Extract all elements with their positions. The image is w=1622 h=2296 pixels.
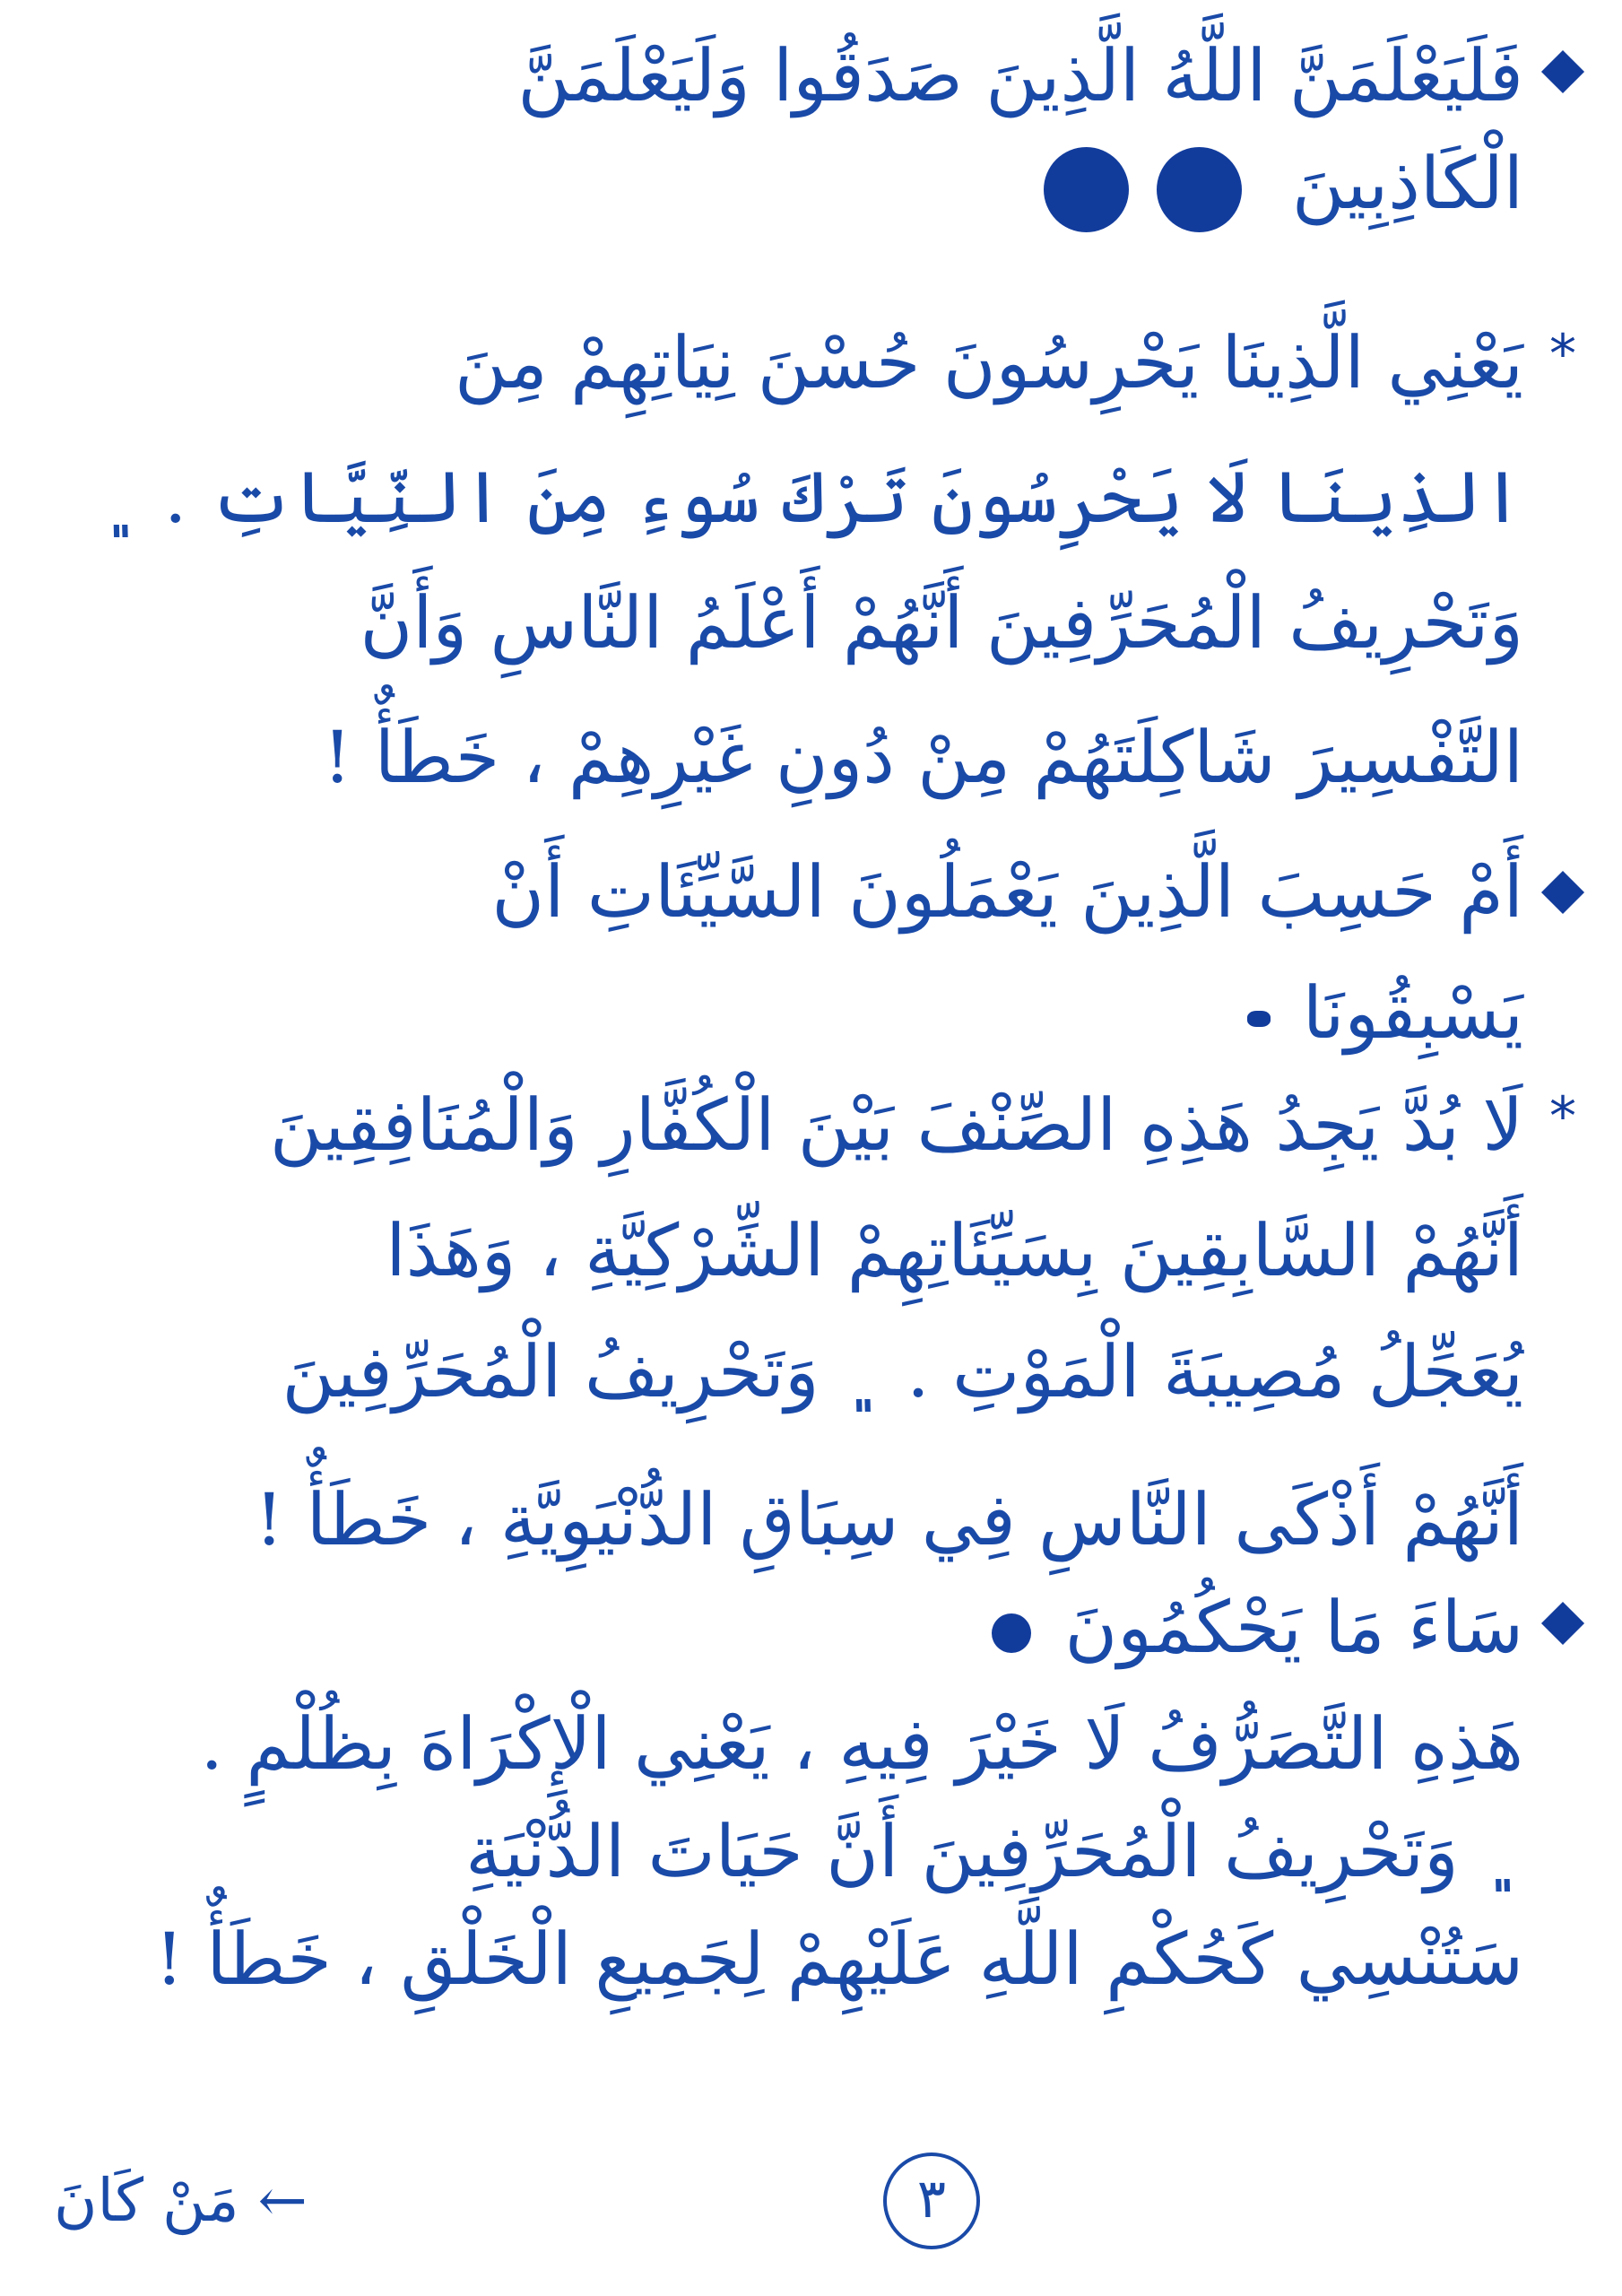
verse-end-dot-icon <box>1157 147 1242 232</box>
text-line: ﮼ وَتَحْرِيفُ الْمُحَرِّفِينَ أَنَّ حَيَاتَ الدُّنْيَةِ <box>465 1810 1523 1893</box>
text-line: يَعْنِي الَّذِينَا يَحْرِسُونَ حُسْنَ نِيَاتِهِمْ مِنَ <box>455 321 1523 404</box>
text-line: لَا بُدَّ يَجِدُ هَذِهِ الصِّنْفَ بَيْنَ الْكُفَّارِ وَالْمُنَافِقِينَ <box>269 1083 1523 1167</box>
text-line: أَمْ حَسِبَ الَّذِينَ يَعْمَلُونَ السَّيِّئَاتِ أَنْ <box>491 850 1523 934</box>
text-line: الْكَاذِبِينَ <box>54 135 1523 233</box>
text-line: التَّفْسِيرَ شَاكِلَتَهُمْ مِنْ دُونِ غَيْرِهِمْ ، خَطَأٌ ! <box>323 716 1523 799</box>
text-line: هَذِهِ التَّصَرُّفُ لَا خَيْرَ فِيهِ ، يَعْنِي الْإِكْرَاهَ بِظُلْمٍ . <box>200 1702 1523 1786</box>
text-line: أَنَّهُمْ السَّابِقِينَ بِسَيِّئَاتِهِمْ الشِّرْكِيَّةِ ، وَهَذَا <box>386 1209 1523 1292</box>
text-line: سَاءَ مَا يَحْكُمُونَ <box>54 1578 1523 1677</box>
text-line: وَتَحْرِيفُ الْمُحَرِّفِينَ أَنَّهُمْ أَعْلَمُ النَّاسِ وَأَنَّ <box>360 581 1523 665</box>
asterisk-bullet-icon: * <box>1549 1085 1576 1148</box>
text-line: فَلَيَعْلَمَنَّ اللَّهُ الَّذِينَ صَدَقُوا وَلَيَعْلَمَنَّ <box>517 34 1523 117</box>
verse-end-dot-icon <box>1044 147 1129 232</box>
asterisk-bullet-icon: * <box>1549 323 1576 386</box>
text-line: يُعَجِّلُ مُصِيبَةَ الْمَوْتِ . ﮼ وَتَحْرِيفُ الْمُحَرِّفِينَ <box>282 1330 1523 1413</box>
diamond-bullet-icon <box>1540 1596 1586 1650</box>
page-number: ٣ <box>883 2152 980 2249</box>
diamond-bullet-icon <box>1540 45 1586 99</box>
text-line: الذِينَا لَا يَحْرِسُونَ تَرْكَ سُوءِ مِنَ النِّيَّاتِ . ﮼ <box>99 456 1523 539</box>
verse-end-dot-icon <box>992 1613 1031 1653</box>
text-line: سَتُنْسِي كَحُكْمِ اللَّهِ عَلَيْهِمْ لِجَمِيعِ الْخَلْقِ ، خَطَأٌ ! <box>154 1918 1523 2001</box>
verse-end-dot-icon <box>1247 1011 1271 1027</box>
text-line: أَنَّهُمْ أَذْكَى النَّاسِ فِي سِبَاقِ الدُّنْيَوِيَّةِ ، خَطَأٌ ! <box>255 1478 1523 1561</box>
catchword: ← مَنْ كَانَ <box>54 2166 308 2235</box>
diamond-bullet-icon <box>1540 865 1586 919</box>
text-line: يَسْبِقُونَا <box>54 964 1523 1063</box>
